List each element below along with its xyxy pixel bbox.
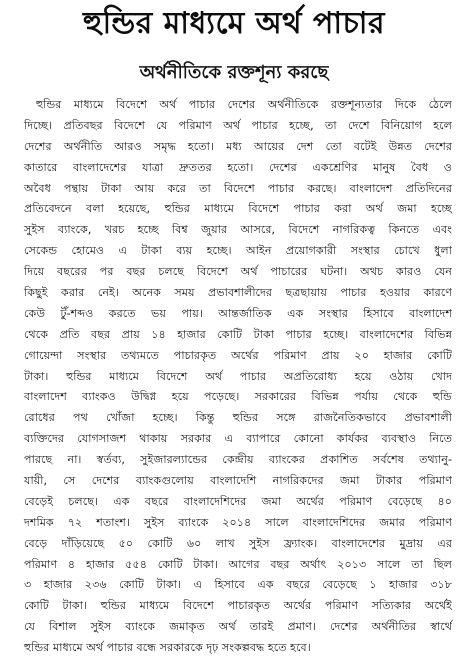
body-line: যায়ী, সে দেশের ব্যাংকগুলোয় বাংলাদেশি নাগরিকদের জমা টাকার পরিমাণ xyxy=(24,474,452,488)
body-line: কোটি টাকা। হুন্ডির মাধ্যমে বিদেশে পাচারকৃত অর্থের পরিমাণ সত্যিকার অর্থেই xyxy=(24,599,452,613)
body-line: দিয়ে বছরের পর বছর চলছে বিদেশে অর্থ পাচারের ঘটনা। অথচ কারও যেন xyxy=(24,265,452,279)
body-line: ৩ হাজার ২৩৬ কোটি টাকা। এ হিসাবে এক বছরে বেড়েছে ১ হাজার ৩১৮ xyxy=(24,578,452,592)
body-line: হুন্ডির মাধ্যমে অর্থ পাচার বন্ধে সরকারকে দৃঢ় সংকল্পবদ্ধ হতে হবে। xyxy=(24,641,311,655)
body-line: সুইস ব্যাংকে, খরচ হচ্ছে বিশ্ব জুয়ার আসরে, বিদেশে নাগরিকত্ব কিনতে এবং xyxy=(24,223,452,237)
body-line: সেকেন্ড হোমেও এ টাকা ব্যয় হচ্ছে। আইন প্রয়োগকারী সংস্থার চোখে ধুলা xyxy=(24,244,452,258)
body-line: বেড়ে দাঁড়িয়েছে ৫০ কোটি ৬০ লাখ সুইস ফ্র্যাংক। বাংলাদেশের মুদ্রায় এর xyxy=(24,536,452,550)
body-line: কেউ টুঁ-শব্দও করতে ভয় পায়। আন্তর্জাতিক এক সংস্থার হিসাবে বাংলাদেশ xyxy=(24,306,452,320)
body-line: থেকে প্রতি বছর প্রায় ১৪ হাজার কোটি টাকা পাচার হচ্ছে। বাংলাদেশের বিভিন্ন xyxy=(24,327,452,341)
body-line: হুন্ডির মাধ্যমে বিদেশে অর্থ পাচার দেশের অর্থনীতিকে রক্তশূন্যতার দিকে ঠেলে xyxy=(36,98,452,111)
body-line: দশমিক ৭২ শতাংশ। সুইস ব্যাংকে ২০১৪ সালে বাংলাদেশিদের জমার পরিমাণ xyxy=(24,515,452,529)
article-body xyxy=(24,95,452,655)
body-line: দেশের অর্থনীতি আরও সমৃদ্ধ হতো। মধ্য আয়ের দেশ তো বটেই উন্নত দেশের xyxy=(24,139,452,153)
body-line: পরিমাণ ৪ হাজার ৫৫৪ কোটি টাকা। আগের বছর অর্থাৎ ২০১৩ সালে তা ছিল xyxy=(24,557,452,571)
body-line: প্রতিবেদনে বলা হয়েছে, হুন্ডির মাধ্যমে বিদেশে পাচার করা অর্থ জমা হচ্ছে xyxy=(24,202,452,216)
body-line: বাংলাদেশ ব্যাংকও উদ্বিগ্ন হয়ে পড়েছে। সরকারের বিভিন্ন পর্যায় থেকে হুন্ডি xyxy=(24,390,452,404)
body-line: কাতারে বাংলাদেশের যাত্রা দ্রুততর হতো। দেশের একশ্রেণির মানুষ বৈধ ও xyxy=(24,160,452,174)
article-subheadline: অর্থনীতিকে রক্তশূন্য করছে xyxy=(139,62,329,83)
body-line: অবৈধ পন্থায় টাকা আয় করে তা বিদেশে পাচার করছে। বাংলাদেশ প্রতিদিনের xyxy=(24,181,452,195)
body-line: টাকা। হুন্ডির মাধ্যমে বিদেশে অর্থ পাচার অপ্রতিরোধ্য হয়ে ওঠায় খোদ xyxy=(24,369,452,383)
body-line: দিচ্ছে। প্রতিবছর বিদেশে যে পরিমাণ অর্থ পাচার হচ্ছে, তা দেশে বিনিয়োগ হলে xyxy=(24,118,452,132)
body-line: যে বিশাল সুইস ব্যাংকে জমাকৃত অর্থ তারই প্রমাণ। দেশের অর্থনীতির স্বার্থে xyxy=(24,620,452,634)
body-line: ব্যক্তিদের যোগসাজশ থাকায় সরকার এ ব্যাপারে কোনো কার্যকর ব্যবস্থাও নিতে xyxy=(24,432,452,446)
body-line: রোধের পথ খোঁজা হচ্ছে। কিন্তু হুন্ডির সঙ্গে রাজনৈতিকভাবে প্রভাবশালী xyxy=(24,411,452,425)
body-line: পারছে না। স্বর্তব্য, সুইজারল্যান্ডের কেন্দ্রীয় ব্যাংকের প্রকাশিত সর্বশেষ তথ্যানু- xyxy=(24,453,452,467)
article-headline: হুন্ডির মাধ্যমে অর্থ পাচার xyxy=(83,6,385,41)
body-line: গোয়েন্দা সংস্থার তথ্যমতে পাচারকৃত অর্থের পরিমাণ প্রায় ২০ হাজার কোটি xyxy=(24,348,452,362)
body-line: বেড়েই চলছে। এক বছরে বাংলাদেশিদের জমা অর্থের পরিমাণ বেড়েছে ৪০ xyxy=(24,494,452,508)
body-line: কিছুই করার নেই। অনেক সময় প্রভাবশালীদের ছত্রছায়ায় পাচার হওয়ার কারণে xyxy=(24,286,452,300)
